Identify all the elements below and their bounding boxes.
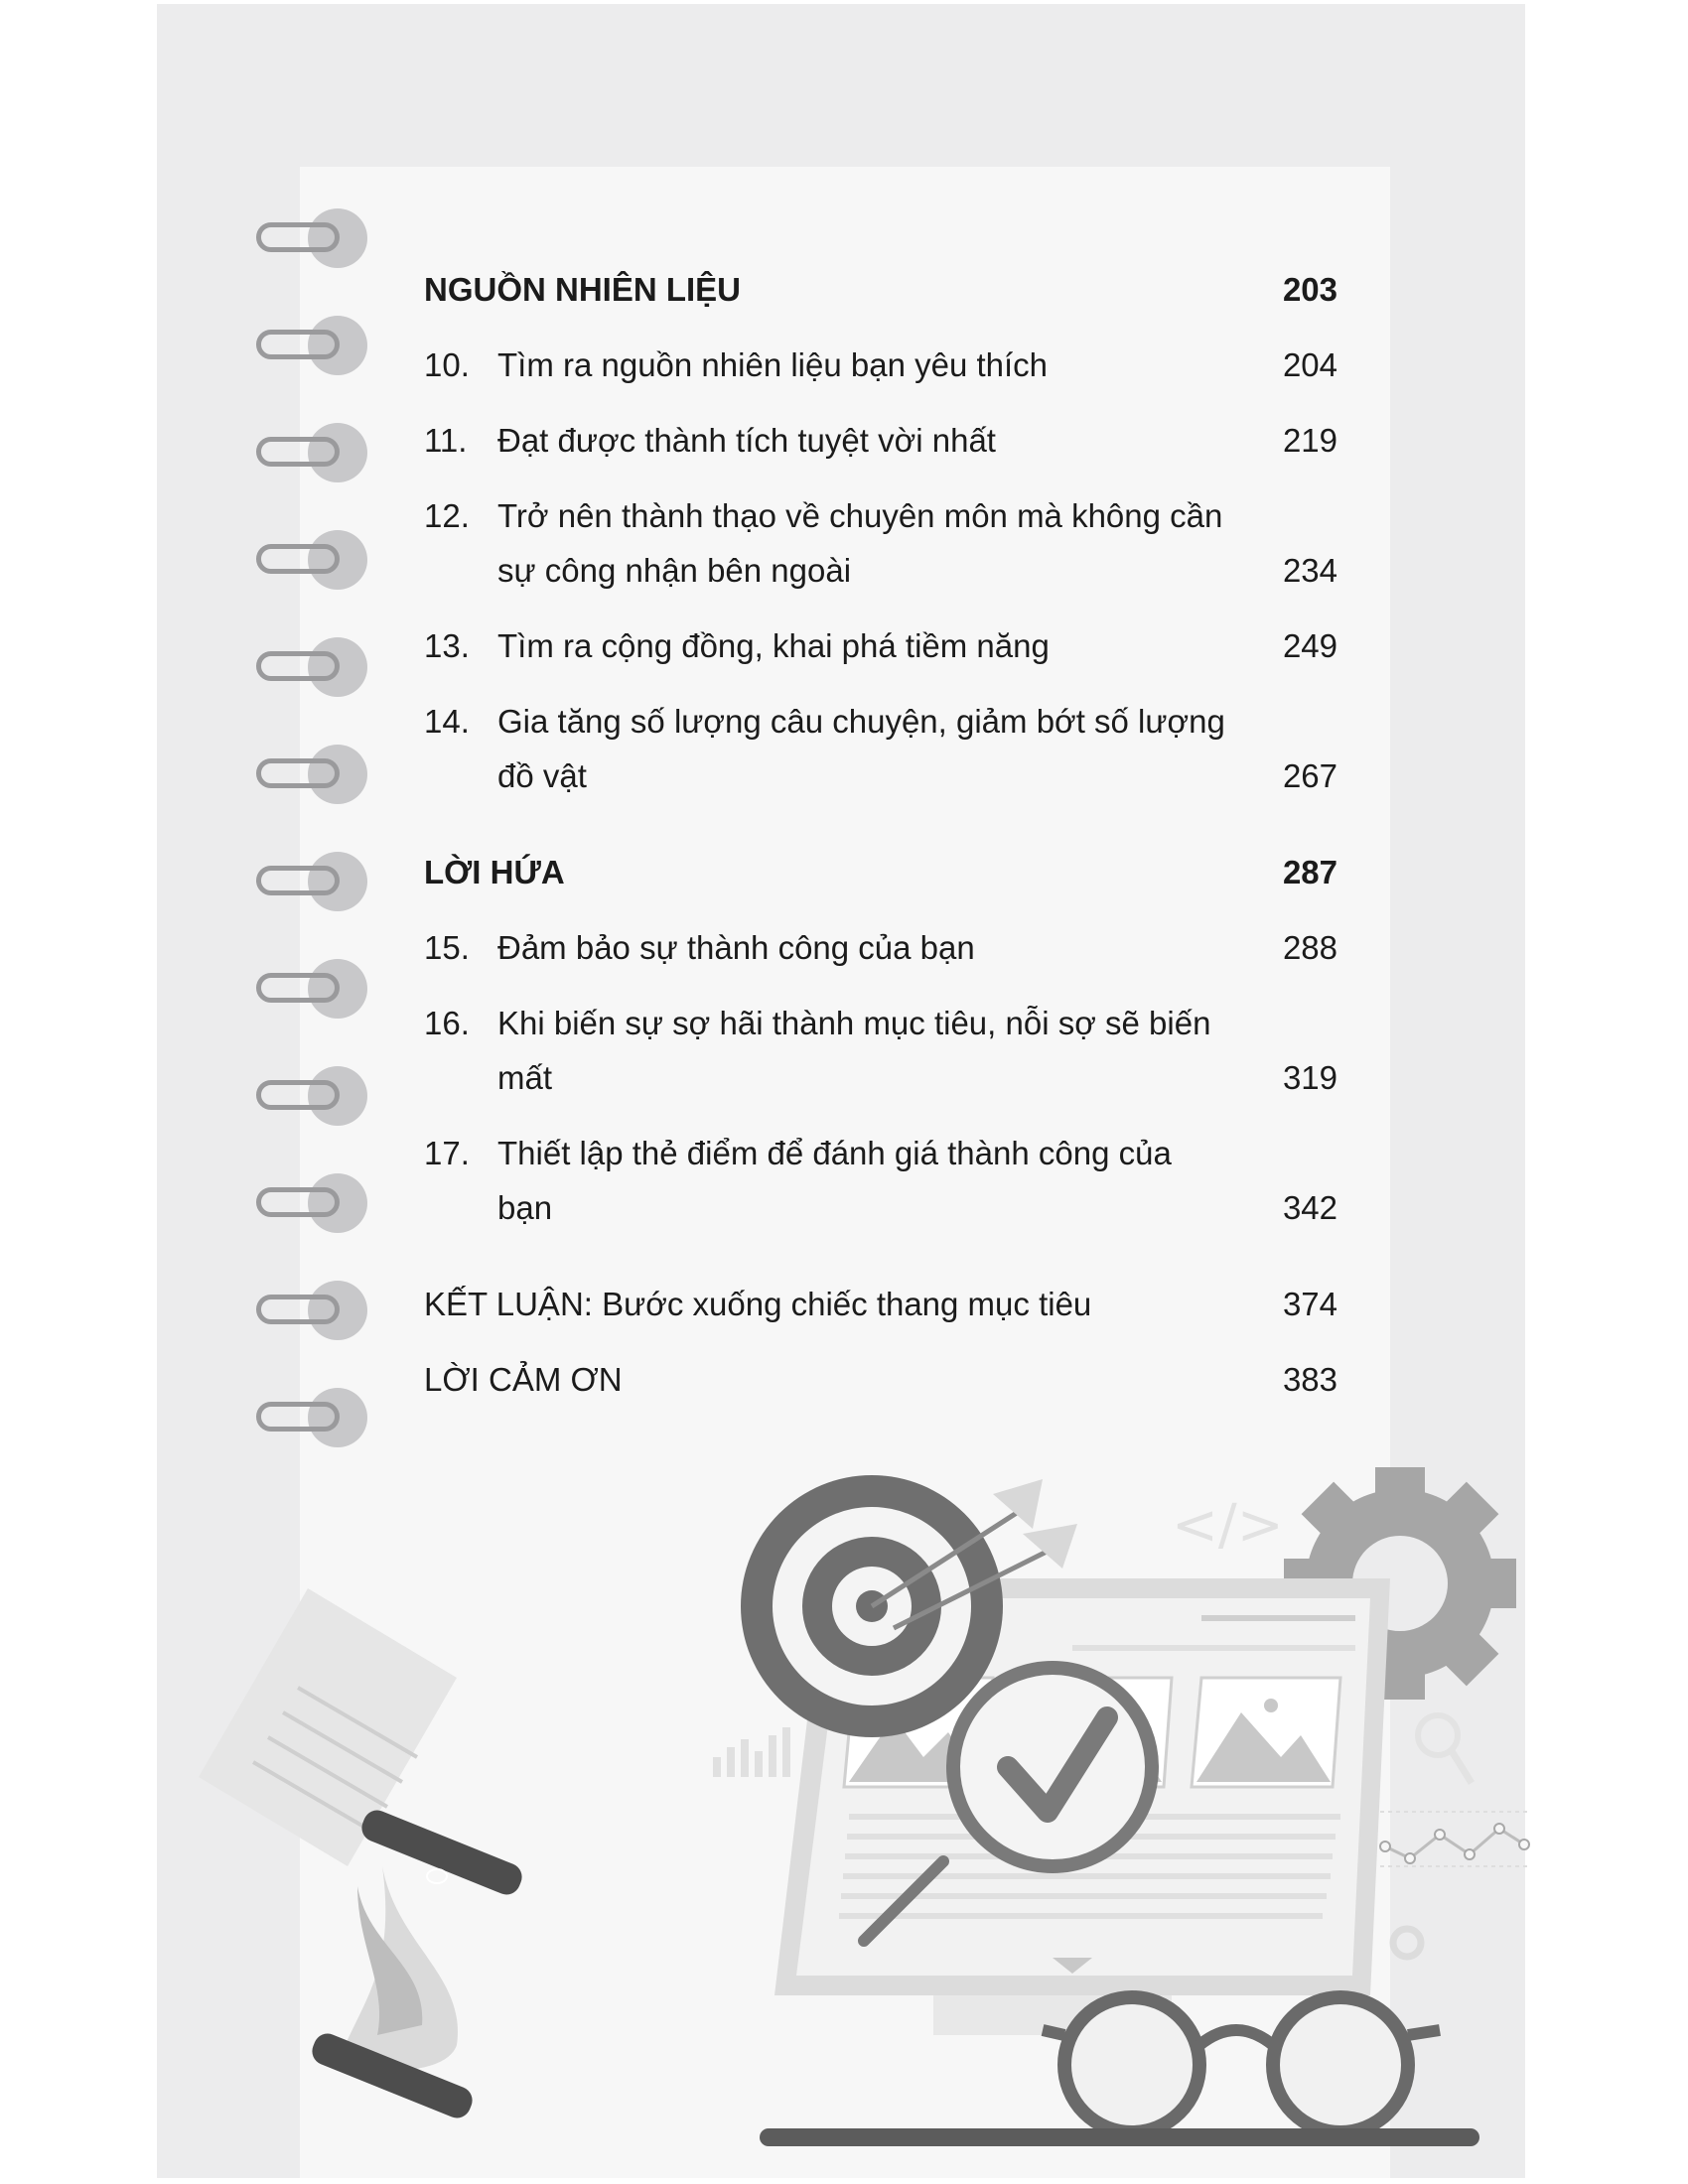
toc-chapter-number: 16. <box>424 1005 470 1041</box>
toc-title: Trở nên thành thạo về chuyên môn mà không cần sự công nhận bên ngoài <box>497 497 1223 589</box>
toc-chapter-number: 12. <box>424 497 470 534</box>
code-symbol-icon: </> <box>1172 1493 1284 1558</box>
toc-entry[interactable] <box>424 488 1337 598</box>
toc-entry[interactable] <box>424 996 1337 1105</box>
toc-title: KẾT LUẬN: Bước xuống chiếc thang mục tiêu <box>424 1286 1092 1322</box>
binder-ring <box>256 852 367 911</box>
toc-page-number: 249 <box>1282 627 1337 664</box>
toc-title: Gia tăng số lượng câu chuyện, giảm bớt số lượng đồ vật <box>497 703 1225 794</box>
toc-chapter-number: 10. <box>424 346 470 383</box>
toc-title: Khi biến sự sợ hãi thành mục tiêu, nỗi sợ sẽ biến mất <box>497 1005 1211 1096</box>
toc-page-number: 319 <box>1282 1059 1337 1096</box>
toc-page-number: 288 <box>1282 929 1337 966</box>
toc-title: Đạt được thành tích tuyệt vời nhất <box>497 422 996 459</box>
binder-ring <box>256 316 367 375</box>
toc-entry[interactable] <box>424 618 1337 673</box>
binder-ring <box>256 637 367 697</box>
toc-section[interactable] <box>424 262 1337 317</box>
binder-ring <box>256 1388 367 1447</box>
binder-ring <box>256 423 367 482</box>
toc-entry[interactable] <box>424 338 1337 392</box>
toc-page-number: 219 <box>1282 422 1337 459</box>
toc-chapter-number: 17. <box>424 1135 470 1171</box>
spiral-binding <box>256 208 375 1479</box>
toc-entry[interactable] <box>424 413 1337 468</box>
toc-entry[interactable] <box>424 1277 1337 1331</box>
binder-ring <box>256 208 367 268</box>
toc-title: LỜI CẢM ƠN <box>424 1361 623 1398</box>
toc-page-number: 287 <box>1282 854 1337 890</box>
toc-title: Thiết lập thẻ điểm để đánh giá thành công của bạn <box>497 1135 1172 1226</box>
toc-page-number: 234 <box>1282 552 1337 589</box>
toc-title: Tìm ra nguồn nhiên liệu bạn yêu thích <box>497 346 1049 383</box>
toc-chapter-number: 11. <box>424 422 468 459</box>
binder-ring <box>256 1281 367 1340</box>
toc-chapter-number: 13. <box>424 627 470 664</box>
binder-ring <box>256 1173 367 1233</box>
toc-title: Đảm bảo sự thành công của bạn <box>497 929 975 966</box>
toc-page-number: 342 <box>1282 1189 1337 1226</box>
toc-entry[interactable] <box>424 1126 1337 1235</box>
toc-entry[interactable] <box>424 920 1337 975</box>
toc-page-number: 374 <box>1282 1286 1337 1322</box>
toc-chapter-number: 14. <box>424 703 470 740</box>
toc-page-number: 267 <box>1282 757 1337 794</box>
toc-title: NGUỒN NHIÊN LIỆU <box>424 271 742 308</box>
toc-title: Tìm ra cộng đồng, khai phá tiềm năng <box>497 627 1050 664</box>
toc-section[interactable] <box>424 845 1337 899</box>
binder-ring <box>256 1066 367 1126</box>
toc-entry[interactable] <box>424 694 1337 803</box>
toc-page-number: 383 <box>1282 1361 1337 1398</box>
toc-entry[interactable] <box>424 1352 1337 1407</box>
toc-page-number: 203 <box>1282 271 1337 308</box>
toc-chapter-number: 15. <box>424 929 470 966</box>
toc-title: LỜI HỨA <box>424 854 565 890</box>
table-of-contents <box>424 262 1337 1407</box>
toc-page-number: 204 <box>1282 346 1337 383</box>
binder-ring <box>256 959 367 1019</box>
binder-ring <box>256 745 367 804</box>
binder-ring <box>256 530 367 590</box>
